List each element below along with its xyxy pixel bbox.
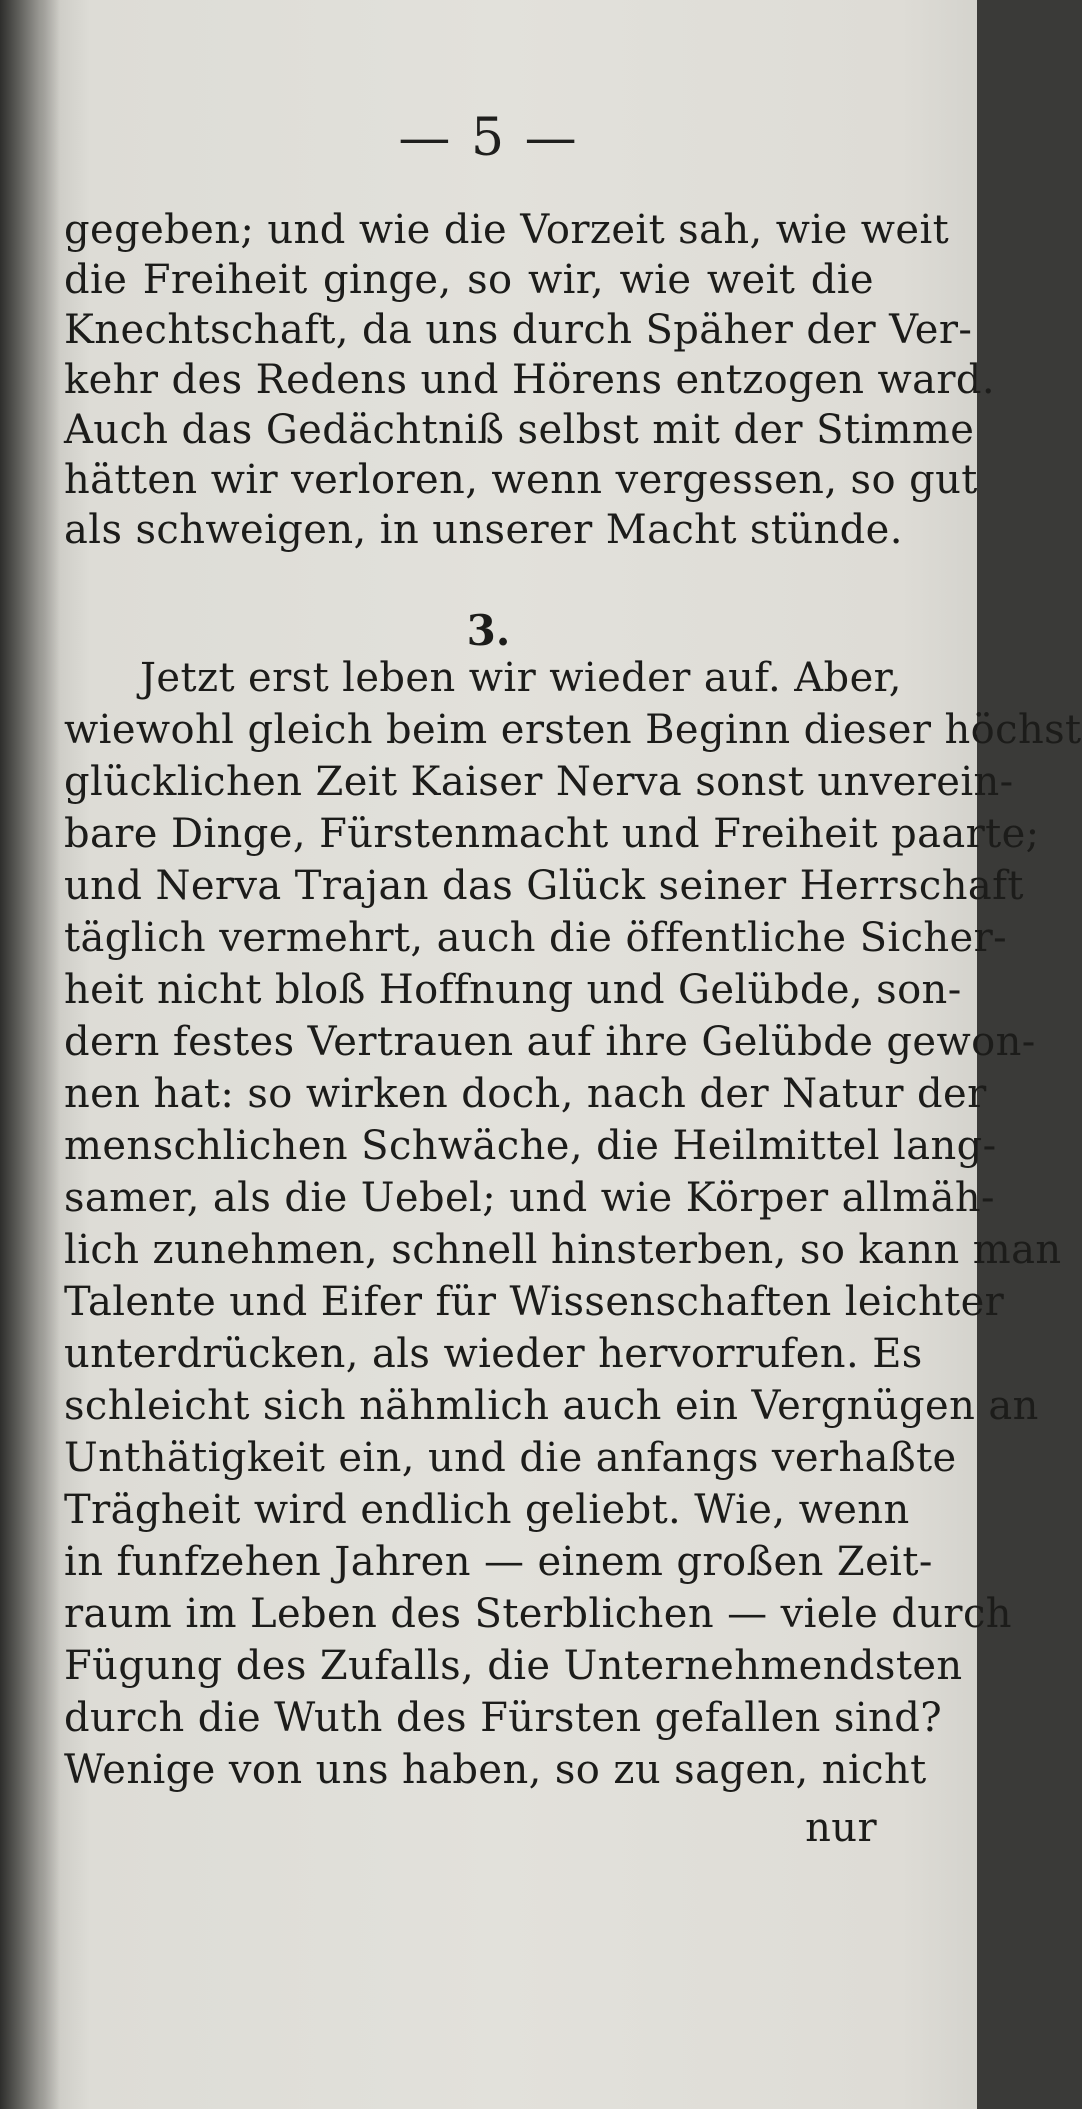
text-line: Knechtschaft, da uns durch Späher der Ver-	[64, 307, 973, 353]
text-line: Auch das Gedächtniß selbst mit der Stimme	[64, 407, 975, 453]
text-line: nen hat: so wirken doch, nach der Natur der	[64, 1071, 987, 1117]
text-line: menschlichen Schwäche, die Heilmittel lang-	[64, 1123, 997, 1169]
section-number: 3.	[466, 606, 511, 655]
text-line: Jetzt erst leben wir wieder auf. Aber,	[140, 655, 902, 701]
book-gutter-shadow	[0, 0, 60, 2109]
catchword: nur	[805, 1805, 877, 1851]
text-line: in funfzehen Jahren — einem großen Zeit-	[64, 1539, 933, 1585]
text-line: Unthätigkeit ein, und die anfangs verhaßte	[64, 1435, 957, 1481]
text-line: lich zunehmen, schnell hinsterben, so kann man	[64, 1227, 1062, 1273]
text-line: durch die Wuth des Fürsten gefallen sind?	[64, 1695, 943, 1741]
text-line: heit nicht bloß Hoffnung und Gelübde, son-	[64, 967, 962, 1013]
text-line: Trägheit wird endlich geliebt. Wie, wenn	[64, 1487, 910, 1533]
text-line: Talente und Eifer für Wissenschaften leichter	[64, 1279, 1005, 1325]
page-number-header: — 5 —	[398, 108, 579, 168]
text-line: unterdrücken, als wieder hervorrufen. Es	[64, 1331, 923, 1377]
text-line: die Freiheit ginge, so wir, wie weit die	[64, 257, 874, 303]
text-line: schleicht sich nähmlich auch ein Vergnügen an	[64, 1383, 1039, 1429]
text-line: dern festes Vertrauen auf ihre Gelübde gewon-	[64, 1019, 1036, 1065]
text-line: glücklichen Zeit Kaiser Nerva sonst unverein-	[64, 759, 1014, 805]
text-line: als schweigen, in unserer Macht stünde.	[64, 507, 903, 553]
text-line: wiewohl gleich beim ersten Beginn dieser höchst	[64, 707, 1082, 753]
text-line: Wenige von uns haben, so zu sagen, nicht	[64, 1747, 927, 1793]
text-line: Fügung des Zufalls, die Unternehmendsten	[64, 1643, 963, 1689]
text-line: und Nerva Trajan das Glück seiner Herrschaft	[64, 863, 1024, 909]
text-line: bare Dinge, Fürstenmacht und Freiheit paarte;	[64, 811, 1040, 857]
text-line: täglich vermehrt, auch die öffentliche Sicher-	[64, 915, 1008, 961]
text-line: kehr des Redens und Hörens entzogen ward.	[64, 357, 996, 403]
text-line: raum im Leben des Sterblichen — viele durch	[64, 1591, 1012, 1637]
text-line: gegeben; und wie die Vorzeit sah, wie weit	[64, 207, 950, 253]
text-line: samer, als die Uebel; und wie Körper allmäh-	[64, 1175, 995, 1221]
text-line: hätten wir verloren, wenn vergessen, so gut	[64, 457, 978, 503]
